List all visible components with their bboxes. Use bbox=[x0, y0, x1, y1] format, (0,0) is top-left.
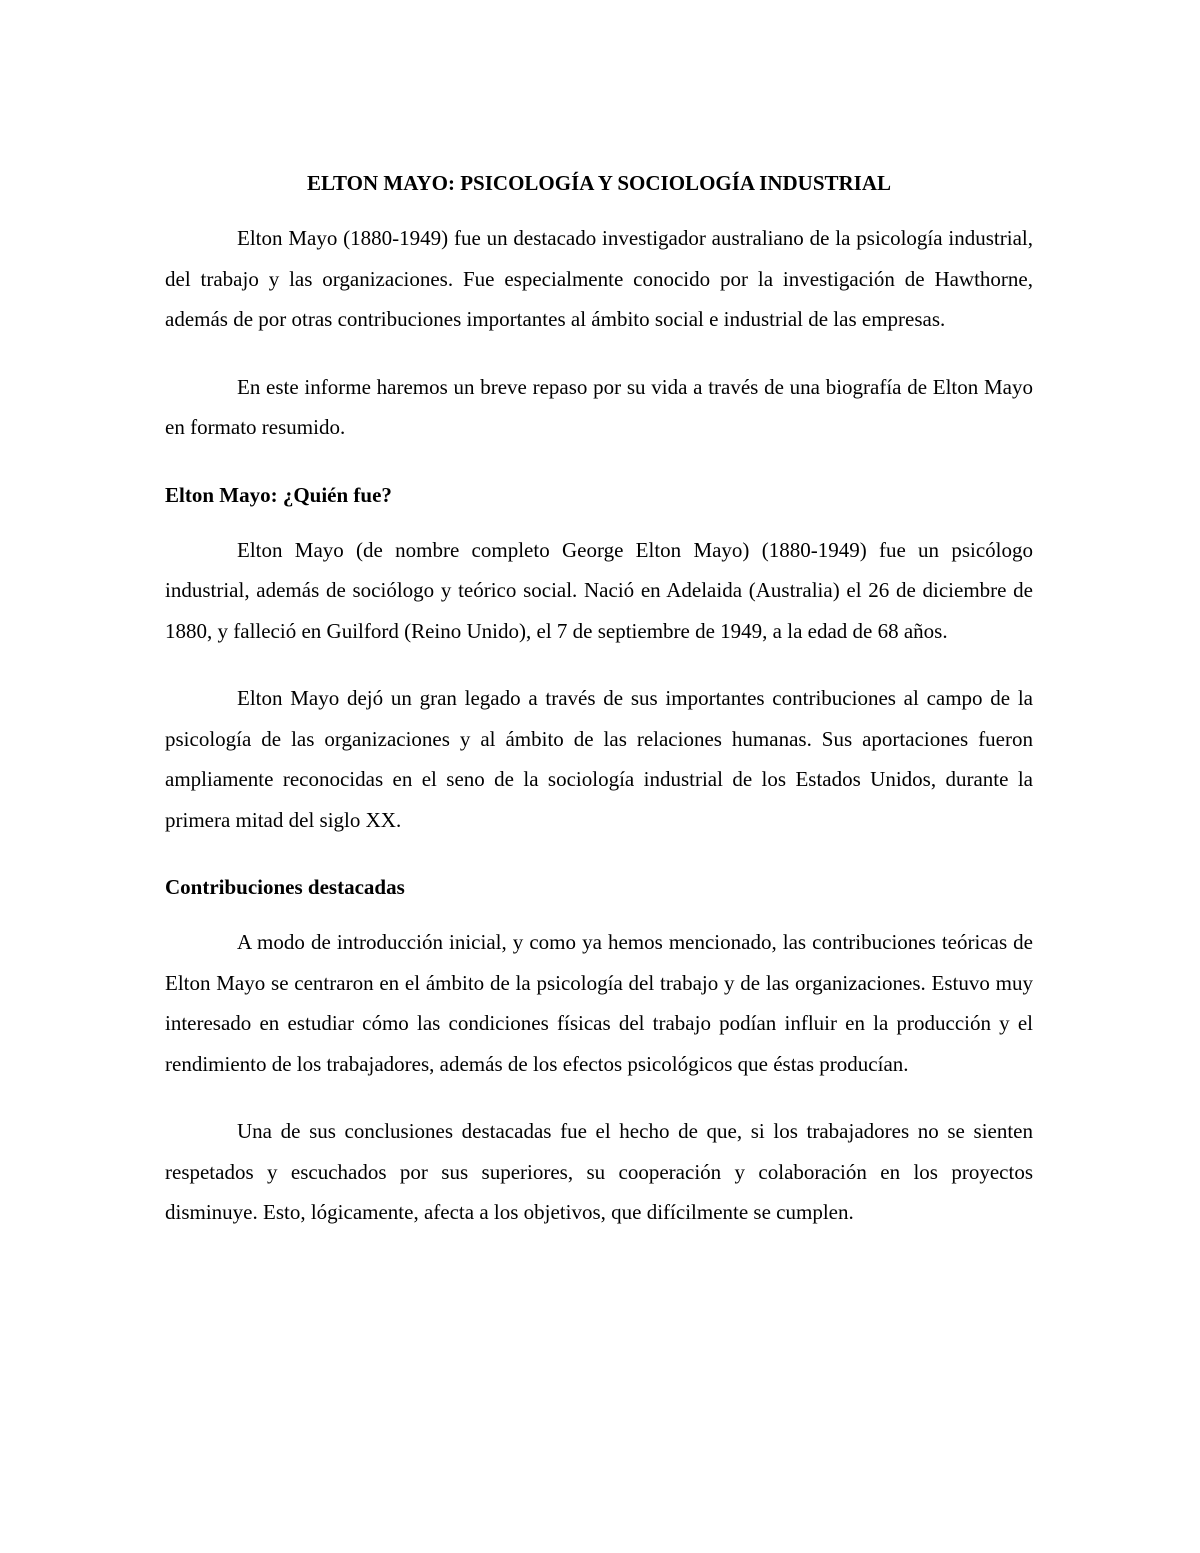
document-title: ELTON MAYO: PSICOLOGÍA Y SOCIOLOGÍA INDUSTRIAL bbox=[306, 171, 892, 195]
section-2-paragraph-1: A modo de introducción inicial, y como ya hemos mencionado, las contribuciones teóricas de Elton Mayo se centraron en el ámbito de la psicología del trabajo y de las organizaciones. Estuvo muy interesado en estudiar cómo las condiciones físicas del trabajo podían influir en la producción y el rendimiento de los trabajadores, además de los efectos psicológicos que éstas producían. bbox=[165, 930, 1033, 1076]
section-heading-quien-fue: Elton Mayo: ¿Quién fue? bbox=[165, 482, 392, 507]
section-2-paragraph-2: Una de sus conclusiones destacadas fue el hecho de que, si los trabajadores no se sienten respetados y escuchados por sus superiores, su cooperación y colaboración en los proyectos disminuye. Esto, lógicamente, afecta a los objetivos, que difícilmente se cumplen. bbox=[165, 1119, 1033, 1224]
section-1-paragraph-2: Elton Mayo dejó un gran legado a través de sus importantes contribuciones al campo de la psicología de las organizaciones y al ámbito de las relaciones humanas. Sus aportaciones fueron ampliamente reconocidas en el seno de la sociología industrial de los Estados Unidos, durante la primera mitad del siglo XX. bbox=[165, 686, 1033, 832]
intro-paragraph-1: Elton Mayo (1880-1949) fue un destacado investigador australiano de la psicología industrial, del trabajo y las organizaciones. Fue especialmente conocido por la investigación de Hawthorne, además de por otras contribuciones importantes al ámbito social e industrial de las empresas. bbox=[165, 226, 1033, 331]
document-body bbox=[165, 163, 1033, 1260]
section-heading-contribuciones: Contribuciones destacadas bbox=[165, 875, 405, 899]
section-1-paragraph-1: Elton Mayo (de nombre completo George Elton Mayo) (1880-1949) fue un psicólogo industrial, además de sociólogo y teórico social. Nació en Adelaida (Australia) el 26 de diciembre de 1880, y falleció en Guilford (Reino Unido), el 7 de septiembre de 1949, a la edad de 68 años. bbox=[165, 537, 1033, 643]
intro-paragraph-2: En este informe haremos un breve repaso por su vida a través de una biografía de Elton Mayo en formato resumido. bbox=[165, 374, 1033, 439]
